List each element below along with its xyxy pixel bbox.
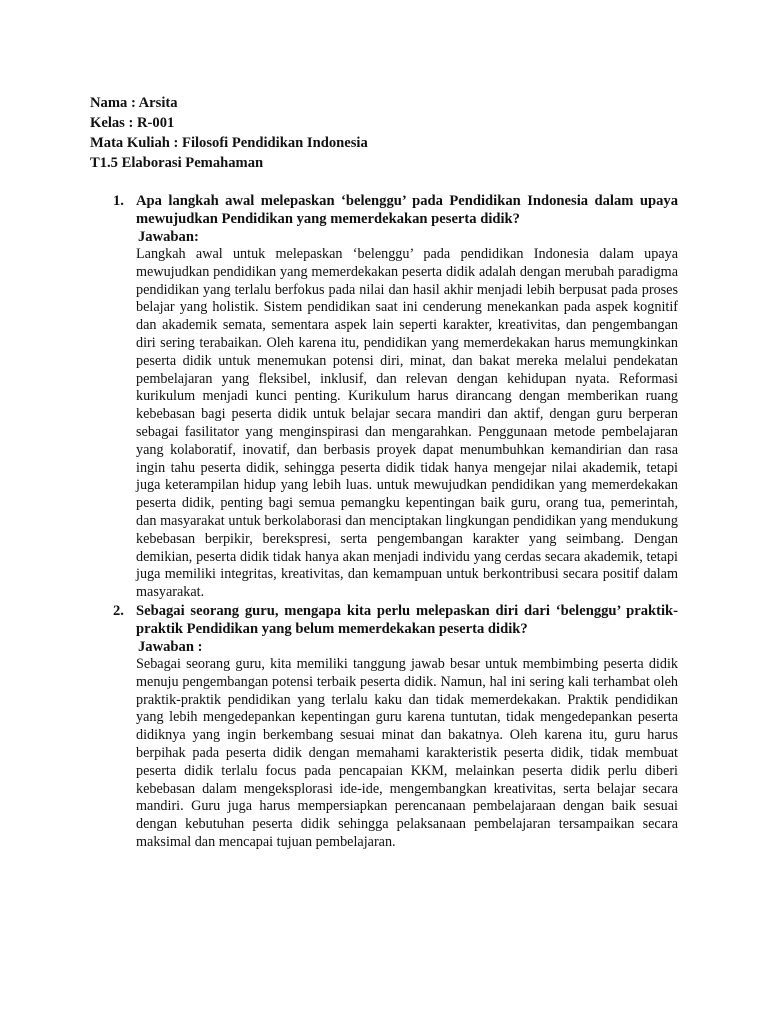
answer-label: Jawaban : [138,638,203,655]
course-name: Mata Kuliah : Filosofi Pendidikan Indonesia [90,135,368,151]
question-number: 2. [113,602,124,619]
assignment-title: T1.5 Elaborasi Pemahaman [90,155,264,171]
answer-text: Langkah awal untuk melepaskan ‘belenggu’ pada pendidikan Indonesia dalam upaya mewujudkan pendidikan yang memerdekakan peserta didik adalah dengan merubah paradigma pendidikan yang terlalu berfokus pada nilai dan hasil akhir menjadi lebih berpusat pada proses belajar yang holistik. Sistem pendidikan saat ini cenderung menekankan pada aspek kognitif dan akademik semata, sementara aspek lain seperti karakter, kreativitas, dan pengembangan diri sering terabaikan. Oleh karena itu, pendidikan yang memerdekakan harus memungkinkan peserta didik untuk menemukan potensi diri, minat, dan bakat mereka melalui pendekatan pembelajaran yang fleksibel, inklusif, dan relevan dengan kehidupan nyata. Reformasi kurikulum menjadi kunci penting. Kurikulum harus dirancang dengan memberikan ruang kebebasan bagi peserta didik untuk belajar secara mandiri dan aktif, dengan guru berperan sebagai fasilitator yang menginspirasi dan mengarahkan. Penggunaan metode pembelajaran yang kolaboratif, inovatif, dan berbasis proyek dapat menumbuhkan kemandirian dan rasa ingin tahu peserta didik, sehingga peserta didik tidak hanya mengejar nilai akademik, tetapi juga keterampilan hidup yang lebih luas. untuk mewujudkan pendidikan yang memerdekakan peserta didik, penting bagi semua pemangku kepentingan baik guru, orang tua, pemerintah, dan masyarakat untuk berkolaborasi dan menciptakan lingkungan pendidikan yang mendukung kebebasan berpikir, berekspresi, serta pengembangan karakter yang seimbang. Dengan demikian, peserta didik tidak hanya akan menjadi individu yang cerdas secara akademik, tetapi juga memiliki integritas, kreativitas, dan kemampuan untuk berkontribusi secara positif dalam masyarakat. [136,246,678,601]
question-item-1 [90,192,678,602]
question-list [90,192,678,852]
class-code: Kelas : R-001 [90,115,175,131]
answer-text: Sebagai seorang guru, kita memiliki tanggung jawab besar untuk membimbing peserta didik menuju pengembangan potensi terbaik peserta didik. Namun, hal ini sering kali terhambat oleh praktik-praktik pendidikan yang terlalu kaku dan tidak memerdekakan. Praktik pendidikan yang lebih mengedepankan kepentingan guru karena tuntutan, tidak mengedepankan peserta didiknya yang ingin berkembang sesuai minat dan bakatnya. Oleh karena itu, guru harus berpihak pada peserta didik dengan memahami karakteristik peserta didik, tidak membuat peserta didik terlalu focus pada pencapaian KKM, melainkan peserta didik perlu diberi kebebasan dalam mengeksplorasi ide-ide, mengembangkan kreativitas, serta belajar secara mandiri. Guru juga harus mempersiapkan perencanaan pembelajaraan dengan baik sesuai dengan kebutuhan peserta didik sehingga pelaksanaan pembelajaran tersampaikan secara maksimal dan mencapai tujuan pembelajaran. [136,655,678,850]
question-text: Sebagai seorang guru, mengapa kita perlu melepaskan diri dari ‘belenggu’ praktik-praktik Pendidikan yang belum memerdekakan peserta didik? [136,602,678,637]
answer-label: Jawaban: [138,229,199,245]
document-header [90,93,678,173]
question-number: 1. [113,193,124,209]
question-item-2 [90,602,678,852]
question-text: Apa langkah awal melepaskan ‘belenggu’ pada Pendidikan Indonesia dalam upaya mewujudkan Pendidikan yang memerdekakan peserta didik? [136,193,678,227]
student-name: Nama : Arsita [90,95,178,111]
